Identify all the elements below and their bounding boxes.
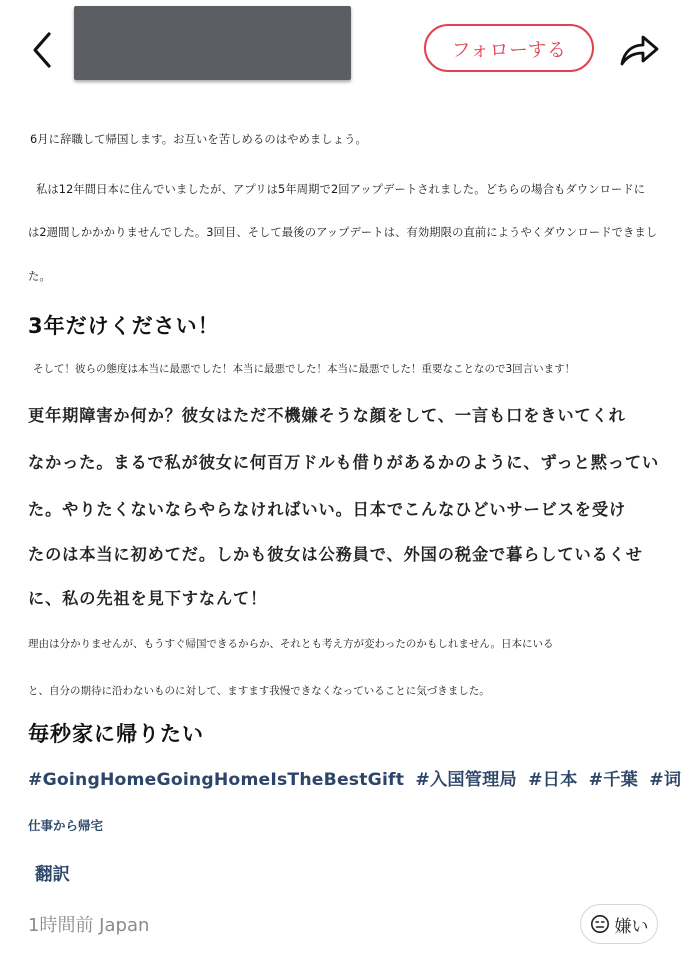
hashtag-link[interactable]: #GoingHomeGoingHomeIsTheBestGift xyxy=(28,770,405,790)
back-button[interactable] xyxy=(22,28,62,72)
post-heading: 3年だけください！ xyxy=(28,314,220,338)
post-heading: 毎秒家に帰りたい xyxy=(28,722,204,746)
post-line: そして！彼らの態度は本当に最悪でした！本当に最悪でした！本当に最悪でした！重要なことなので3回言います！ xyxy=(33,363,576,375)
redacted-username xyxy=(74,6,351,80)
post-line: なかった。まるで私が彼女に何百万ドルも借りがあるかのように、ずっと黙ってい xyxy=(28,453,660,472)
topic-link[interactable]: 仕事から帰宅 xyxy=(28,818,104,833)
share-arrow-icon xyxy=(618,32,660,68)
follow-button[interactable]: フォローする xyxy=(424,24,594,72)
hashtag-link[interactable]: #词 xyxy=(649,770,682,790)
share-button[interactable] xyxy=(616,28,662,72)
hashtag-link[interactable]: #入国管理局 xyxy=(415,770,517,790)
dislike-button[interactable] xyxy=(580,904,658,944)
post-line: 私は12年間日本に住んでいましたが、アプリは5年周期で2回アップデートされました。どちらの場合もダウンロードに xyxy=(36,183,646,196)
post-line: は2週間しかかかりませんでした。3回目、そして最後のアップデートは、有効期限の直前にようやくダウンロードできまし xyxy=(28,226,658,239)
translate-button[interactable]: 翻訳 xyxy=(35,865,70,885)
neutral-face-icon xyxy=(590,914,610,934)
post-meta: 1時間前 Japan xyxy=(28,915,150,936)
dislike-label: 嫌い xyxy=(614,916,649,937)
post-line: たのは本当に初めてだ。しかも彼女は公務員で、外国の税金で暮らしているくせ xyxy=(28,545,643,564)
post-line: 6月に辞職して帰国します。お互いを苦しめるのはやめましょう。 xyxy=(30,133,367,146)
post-line: に、私の先祖を見下すなんて！ xyxy=(28,589,268,608)
hashtag-list xyxy=(28,765,686,790)
post-line: た。 xyxy=(28,270,51,283)
post-line: 更年期障害か何か？彼女はただ不機嫌そうな顔をして、一言も口をきいてくれ xyxy=(28,406,626,425)
post-line: 理由は分かりませんが、もうすぐ帰国できるからか、それとも考え方が変わったのかもしれません。日本にいる xyxy=(28,638,554,650)
post-line: と、自分の期待に沿わないものに対して、ますます我慢できなくなっていることに気づきました。 xyxy=(28,685,490,697)
hashtag-link[interactable]: #千葉 xyxy=(588,770,639,790)
post-line: た。やりたくないならやらなければいい。日本でこんなひどいサービスを受け xyxy=(28,500,627,519)
chevron-left-icon xyxy=(30,30,54,70)
hashtag-link[interactable]: #日本 xyxy=(528,770,578,790)
